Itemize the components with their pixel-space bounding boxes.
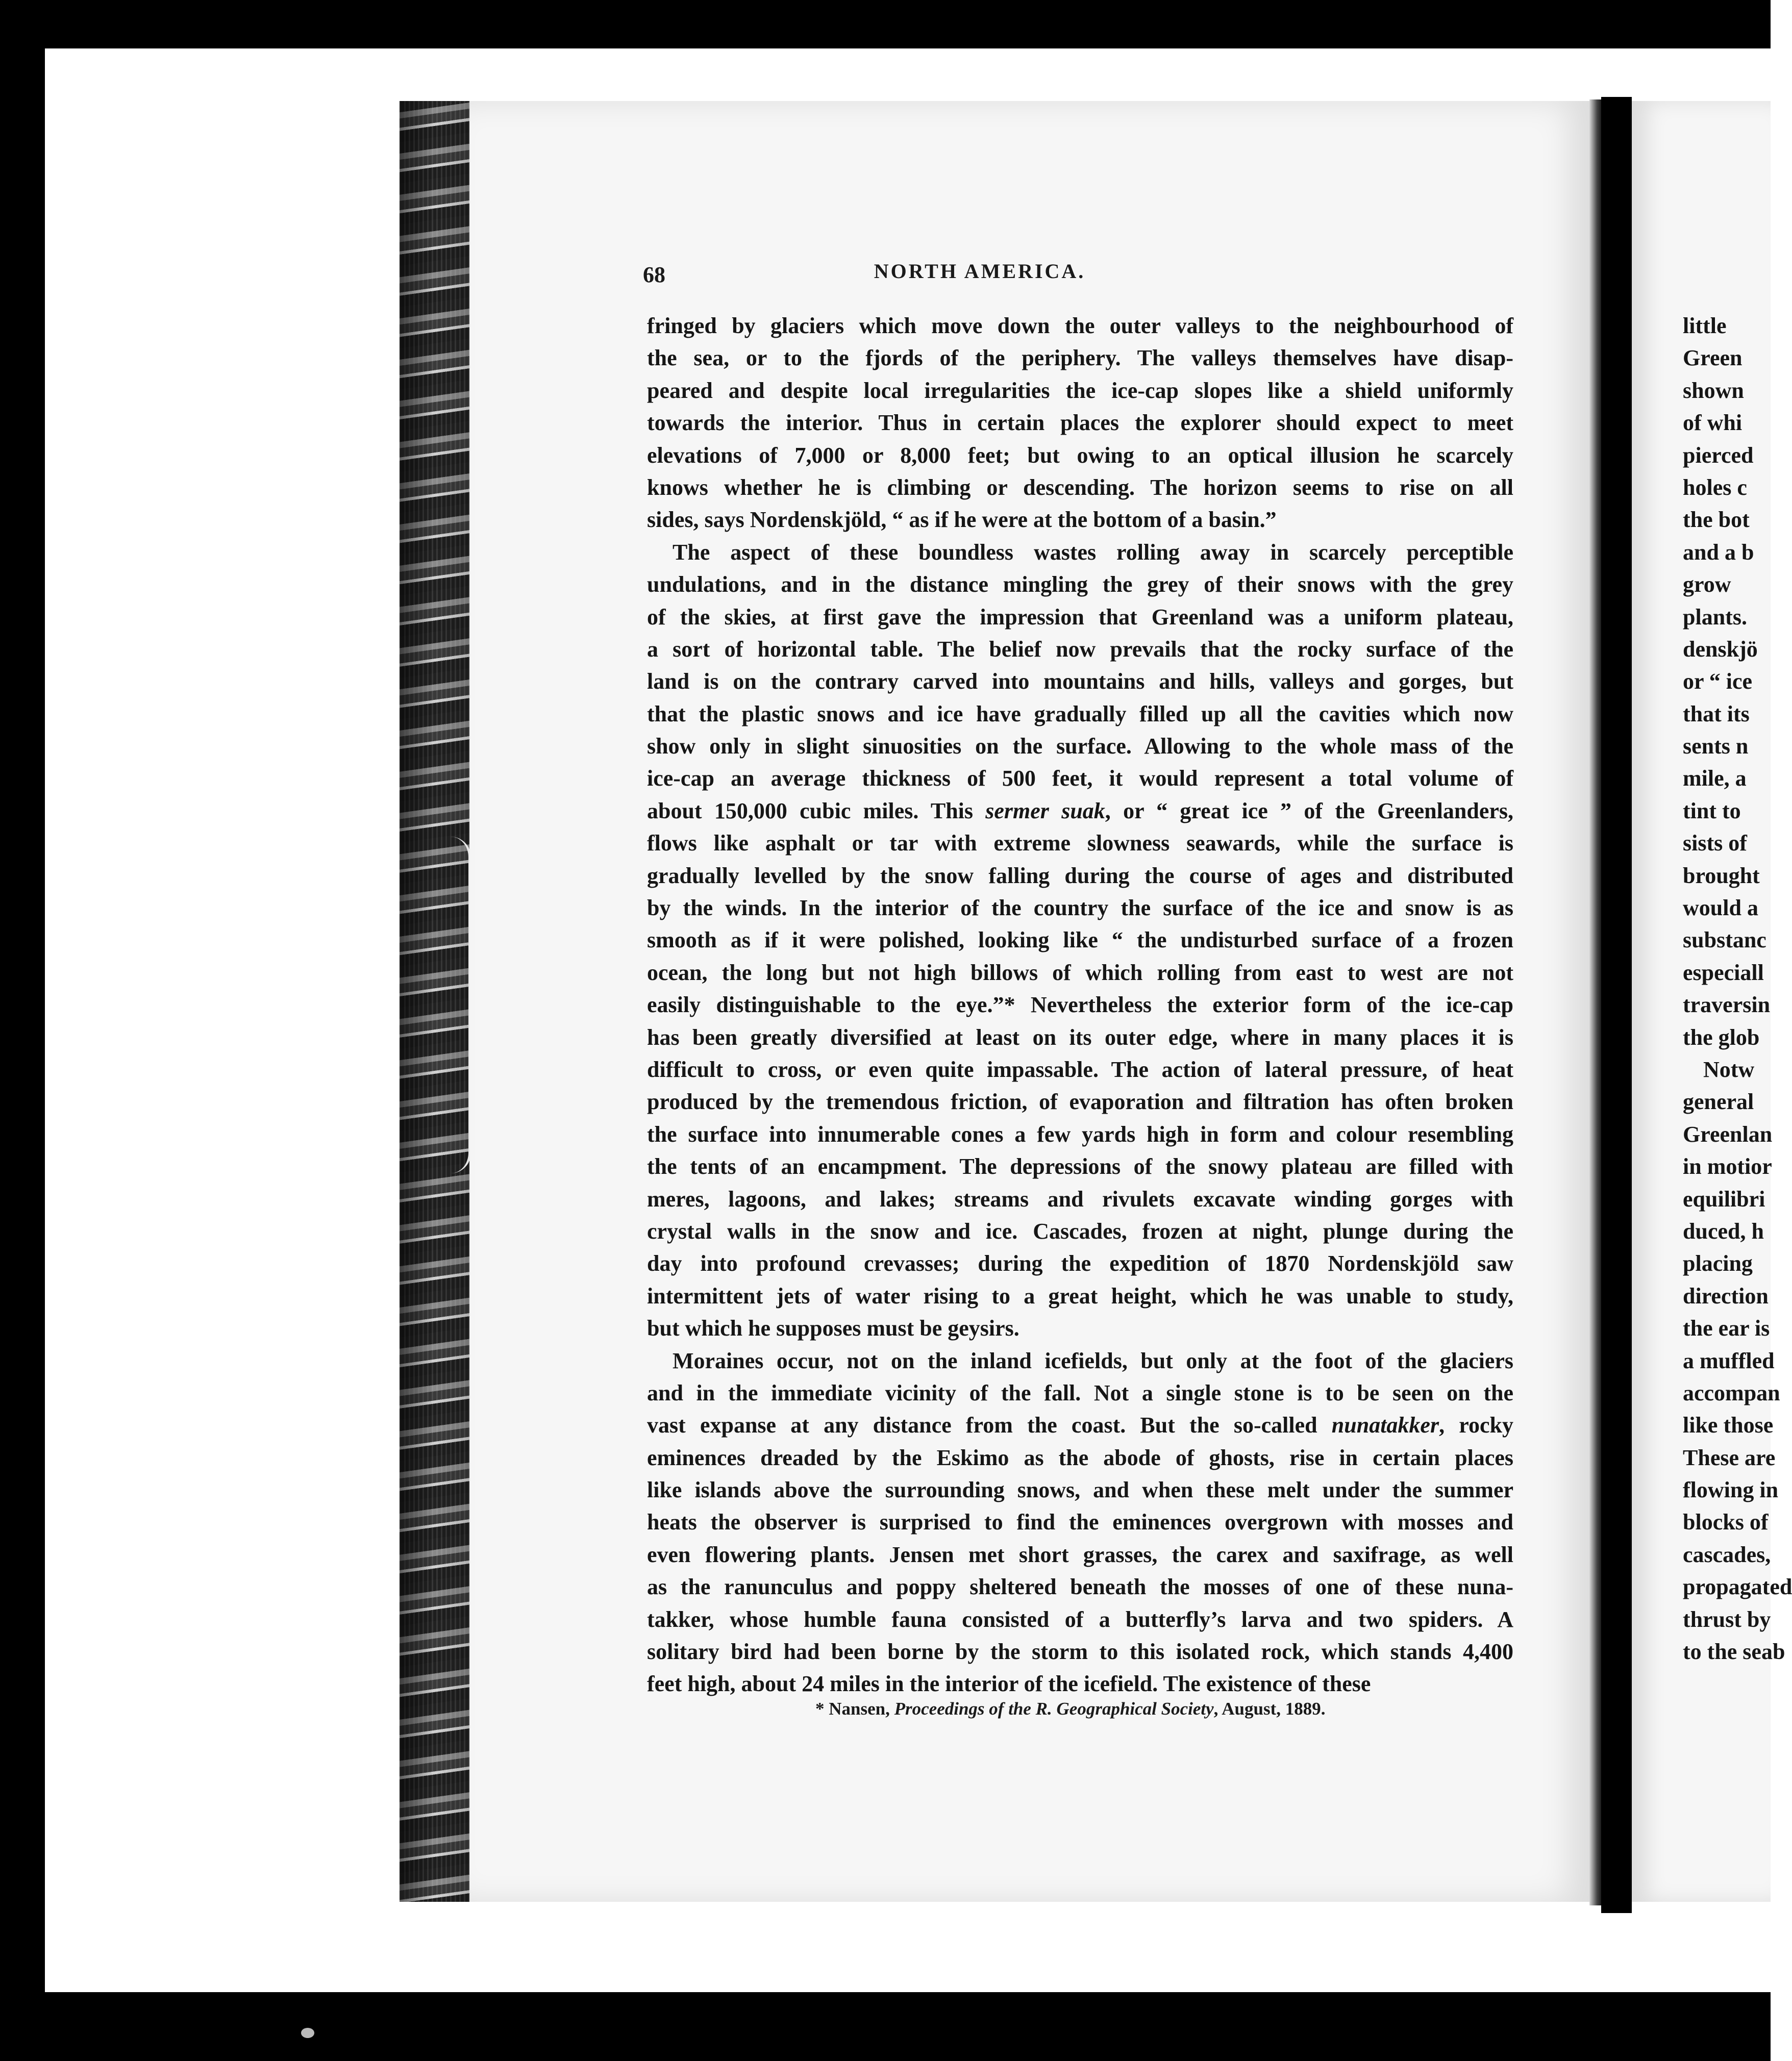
page-body-text: [647, 310, 1513, 1700]
text-line: but which he supposes must be geysirs.: [647, 1316, 1019, 1341]
right-page-line: Notw: [1703, 1057, 1755, 1082]
right-page-line: blocks of: [1683, 1510, 1769, 1535]
right-page-line: propagated: [1683, 1574, 1792, 1600]
text-line: smooth as if it were polished, looking like “ the undisturbed surface of a frozen: [647, 927, 1513, 953]
book-gutter: [1601, 97, 1632, 1913]
text-line: the sea, or to the fjords of the periphery. The valleys themselves have disap-: [647, 345, 1513, 371]
running-head: NORTH AMERICA.: [874, 260, 1086, 283]
text-line: has been greatly diversified at least on its outer edge, where in many places it is: [647, 1024, 1513, 1050]
right-page-line: general: [1683, 1089, 1754, 1115]
text-line: peared and despite local irregularities the ice-cap slopes like a shield uniformly: [647, 378, 1513, 403]
right-page-line: to the seab: [1683, 1639, 1785, 1665]
page-number: 68: [643, 262, 665, 287]
text-line: Moraines occur, not on the inland icefields, but only at the foot of the glaciers: [673, 1348, 1513, 1373]
text-line: that the plastic snows and ice have gradually filled up all the cavities which now: [647, 701, 1513, 726]
text-line: solitary bird had been borne by the storm to this isolated rock, which stands 4,400: [647, 1639, 1513, 1665]
right-page-line: would a: [1683, 895, 1758, 921]
footnote-marker: * Nansen,: [815, 1699, 894, 1719]
text-line: difficult to cross, or even quite impassable. The action of lateral pressure, of heat: [647, 1057, 1513, 1082]
right-page-line: especiall: [1683, 960, 1764, 985]
right-page-text: [1683, 310, 1792, 1668]
text-line: and in the immediate vicinity of the fall. Not a single stone is to be seen on the: [647, 1380, 1513, 1405]
right-page-line: tint to: [1683, 798, 1741, 823]
right-page-line: thrust by: [1683, 1606, 1771, 1632]
right-page-line: Green: [1683, 345, 1743, 371]
right-page-line: direction: [1683, 1283, 1769, 1309]
bookmark-thread: [449, 837, 471, 1173]
right-page-line: accompan: [1683, 1380, 1780, 1405]
right-page-line: placing: [1683, 1251, 1753, 1276]
right-page-line: mile, a: [1683, 766, 1747, 791]
text-line: ice-cap an average thickness of 500 feet, it would represent a total volume of: [647, 766, 1513, 791]
italic-term: nunatakker: [1331, 1413, 1439, 1438]
text-line: the surface into innumerable cones a few yards high in form and colour resembling: [647, 1121, 1513, 1147]
text-line: easily distinguishable to the eye.”* Nevertheless the exterior form of the ice-cap: [647, 992, 1513, 1018]
text-line: a sort of horizontal table. The belief now prevails that the rocky surface of the: [647, 636, 1513, 662]
text-line: day into profound crevasses; during the expedition of 1870 Nordenskjöld saw: [647, 1251, 1513, 1276]
right-page-line: flowing in: [1683, 1477, 1779, 1503]
right-page-line: shown: [1683, 378, 1744, 403]
text-line: gradually levelled by the snow falling during the course of ages and distributed: [647, 863, 1513, 888]
right-page-line: of whi: [1683, 410, 1743, 436]
right-page-line: These are: [1683, 1445, 1776, 1470]
text-line: sides, says Nordenskjöld, “ as if he were at the bottom of a basin.”: [647, 507, 1277, 533]
text-line: The aspect of these boundless wastes rolling away in scarcely perceptible: [673, 539, 1513, 565]
right-page-line: Greenlan: [1683, 1121, 1773, 1147]
right-page-line: a muffled: [1683, 1348, 1775, 1373]
text-line: produced by the tremendous friction, of evaporation and filtration has often broken: [647, 1089, 1513, 1115]
text-line: by the winds. In the interior of the country the surface of the ice and snow is as: [647, 895, 1513, 921]
book-gutter-shadow: [1589, 99, 1602, 1905]
text-line: intermittent jets of water rising to a great height, which he was unable to study,: [647, 1283, 1513, 1309]
right-page-line: sists of: [1683, 831, 1747, 856]
right-page-line: cascades,: [1683, 1542, 1771, 1567]
right-page-line: duced, h: [1683, 1218, 1764, 1244]
right-page-line: substanc: [1683, 927, 1766, 953]
text-line: feet high, about 24 miles in the interior of the icefield. The existence of these: [647, 1671, 1371, 1697]
text-line: flows like asphalt or tar with extreme slowness seawards, while the surface is: [647, 831, 1513, 856]
italic-term: sermer suak: [985, 798, 1105, 823]
right-page-line: little: [1683, 313, 1727, 338]
right-page-line: the ear is: [1683, 1316, 1770, 1341]
right-page-line: pierced: [1683, 442, 1754, 468]
right-page-line: plants.: [1683, 604, 1747, 630]
right-page-line: holes c: [1683, 474, 1747, 500]
text-line: towards the interior. Thus in certain places the explorer should expect to meet: [647, 410, 1513, 436]
right-page-line: the bot: [1683, 507, 1750, 533]
text-line: fringed by glaciers which move down the outer valleys to the neighbourhood of: [647, 313, 1513, 338]
text-line: vast expanse at any distance from the coast. But the so-called nunatakker, rocky: [647, 1413, 1513, 1438]
footnote-rest: , August, 1889.: [1213, 1699, 1326, 1719]
right-page-line: traversin: [1683, 992, 1771, 1018]
right-page-line: sents n: [1683, 734, 1749, 759]
text-line: show only in slight sinuosities on the surface. Allowing to the whole mass of the: [647, 734, 1513, 759]
text-line: heats the observer is surprised to find the eminences overgrown with mosses and: [647, 1510, 1513, 1535]
right-page-line: like those: [1683, 1413, 1774, 1438]
right-page-line: the glob: [1683, 1024, 1760, 1050]
text-line: crystal walls in the snow and ice. Cascades, frozen at night, plunge during the: [647, 1218, 1513, 1244]
text-line: like islands above the surrounding snows, and when these melt under the summer: [647, 1477, 1513, 1503]
text-line: about 150,000 cubic miles. This sermer suak, or “ great ice ” of the Greenlanders,: [647, 798, 1513, 823]
scan-speck: [301, 2028, 314, 2038]
right-page-line: denskjö: [1683, 636, 1758, 662]
text-line: the tents of an encampment. The depressions of the snowy plateau are filled with: [647, 1154, 1513, 1179]
footnote-title: Proceedings of the R. Geographical Society: [894, 1699, 1214, 1719]
text-line: elevations of 7,000 or 8,000 feet; but owing to an optical illusion he scarcely: [647, 442, 1513, 468]
scan-border-bottom: [0, 1992, 1771, 2061]
text-line: eminences dreaded by the Eskimo as the abode of ghosts, rise in certain places: [647, 1445, 1513, 1470]
right-page-line: or “ ice: [1683, 669, 1753, 694]
scan-border-top: [0, 0, 1771, 48]
footnote: [815, 1699, 1325, 1719]
text-line: meres, lagoons, and lakes; streams and rivulets excavate winding gorges with: [647, 1186, 1513, 1212]
right-page-line: in motior: [1683, 1154, 1772, 1179]
text-line: even flowering plants. Jensen met short grasses, the carex and saxifrage, as well: [647, 1542, 1513, 1567]
scan-border-left: [0, 48, 45, 1992]
text-line: knows whether he is climbing or descending. The horizon seems to rise on all: [647, 474, 1513, 500]
text-line: undulations, and in the distance mingling the grey of their snows with the grey: [647, 572, 1513, 597]
right-page-line: equilibri: [1683, 1186, 1765, 1212]
text-line: ocean, the long but not high billows of which rolling from east to west are not: [647, 960, 1513, 985]
right-page-line: brought: [1683, 863, 1760, 888]
text-line: as the ranunculus and poppy sheltered beneath the mosses of one of these nuna-: [647, 1574, 1513, 1600]
right-page-line: grow: [1683, 572, 1731, 597]
text-line: takker, whose humble fauna consisted of a butterfly’s larva and two spiders. A: [647, 1606, 1513, 1632]
text-line: land is on the contrary carved into mountains and hills, valleys and gorges, but: [647, 669, 1513, 694]
text-line: of the skies, at first gave the impression that Greenland was a uniform plateau,: [647, 604, 1513, 630]
right-page-line: and a b: [1683, 539, 1754, 565]
right-page-line: that its: [1683, 701, 1750, 726]
